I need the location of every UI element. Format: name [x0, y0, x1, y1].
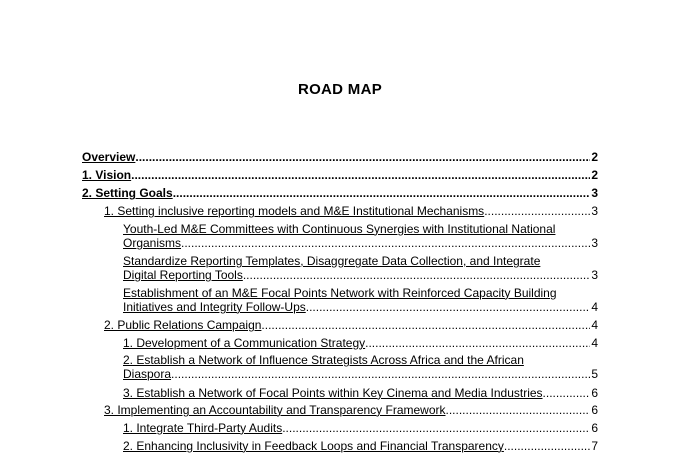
leader-dots	[282, 421, 590, 435]
toc-page-number: 3	[591, 186, 598, 200]
toc-entry-label: 1. Integrate Third-Party Audits	[123, 421, 283, 435]
toc-page-number: 6	[591, 421, 598, 435]
toc-entry-feedback-loops[interactable]	[123, 439, 598, 453]
toc-entry-public-relations[interactable]	[104, 318, 598, 332]
page-title: ROAD MAP	[297, 81, 383, 98]
toc-entry-standardize-reporting[interactable]	[123, 254, 598, 282]
toc-page-number: 4	[591, 336, 598, 350]
toc-entry-label: Diaspora	[123, 367, 172, 381]
leader-dots	[261, 318, 590, 332]
toc-page-number: 2	[591, 150, 598, 164]
toc-entry-label: 1. Vision	[82, 168, 132, 182]
toc-page-number: 4	[591, 318, 598, 332]
toc-entry-cinema-media-focal-points[interactable]	[123, 386, 598, 400]
toc-entry-label: 2. Public Relations Campaign	[104, 318, 262, 332]
leader-dots	[135, 150, 590, 164]
leader-dots	[365, 336, 590, 350]
toc-page-number: 3	[591, 204, 598, 218]
leader-dots	[446, 403, 591, 417]
toc-page-number: 6	[591, 403, 598, 417]
leader-dots	[131, 168, 590, 182]
leader-dots	[181, 236, 590, 250]
leader-dots	[173, 186, 591, 200]
toc-entry-label: 3. Establish a Network of Focal Points within Key Cinema and Media Industries	[123, 386, 543, 400]
toc-entry-label-line1: Standardize Reporting Templates, Disaggregate Data Collection, and Integrate	[123, 254, 541, 268]
toc-entry-label: Organisms	[123, 236, 182, 250]
toc-entry-youth-led-committees[interactable]	[123, 222, 598, 250]
leader-dots	[504, 439, 590, 453]
toc-entry-influence-strategists[interactable]	[123, 353, 598, 381]
leader-dots	[243, 268, 590, 282]
toc-entry-third-party-audits[interactable]	[123, 421, 598, 435]
toc-entry-communication-strategy[interactable]	[123, 336, 598, 350]
toc-entry-label: Initiatives and Integrity Follow-Ups	[123, 300, 306, 314]
toc-entry-label: Digital Reporting Tools	[123, 268, 243, 282]
toc-entry-label: 1. Setting inclusive reporting models and M&E Institutional Mechanisms	[104, 204, 485, 218]
leader-dots	[306, 300, 591, 314]
toc-entry-label: Overview	[82, 150, 136, 164]
toc-entry-label: 1. Development of a Communication Strategy	[123, 336, 366, 350]
toc-page-number: 6	[591, 386, 598, 400]
toc-entry-label: 2. Enhancing Inclusivity in Feedback Loops and Financial Transparency	[123, 439, 504, 453]
toc-page-number: 2	[591, 168, 598, 182]
toc-page-number: 3	[591, 236, 598, 250]
leader-dots	[484, 204, 590, 218]
toc-entry-inclusive-reporting[interactable]	[104, 204, 598, 218]
toc-page-number: 7	[591, 439, 598, 453]
toc-page-number: 3	[591, 268, 598, 282]
toc-entry-accountability-framework[interactable]	[104, 403, 598, 417]
toc-entry-setting-goals[interactable]	[82, 186, 598, 200]
toc-entry-label: 2. Setting Goals	[82, 186, 173, 200]
leader-dots	[171, 367, 590, 381]
toc-entry-focal-points-network[interactable]	[123, 286, 598, 314]
toc-page-number: 4	[591, 300, 598, 314]
toc-entry-label-line1: Youth-Led M&E Committees with Continuous Synergies with Institutional National	[123, 222, 556, 236]
toc-entry-label: 3. Implementing an Accountability and Transparency Framework	[104, 403, 446, 417]
toc-page-number: 5	[591, 367, 598, 381]
toc-entry-label-line1: 2. Establish a Network of Influence Strategists Across Africa and the African	[123, 353, 524, 367]
toc-entry-vision[interactable]	[82, 168, 598, 182]
toc-entry-overview[interactable]	[82, 150, 598, 164]
toc-entry-label-line1: Establishment of an M&E Focal Points Network with Reinforced Capacity Building	[123, 286, 557, 300]
leader-dots	[543, 386, 591, 400]
